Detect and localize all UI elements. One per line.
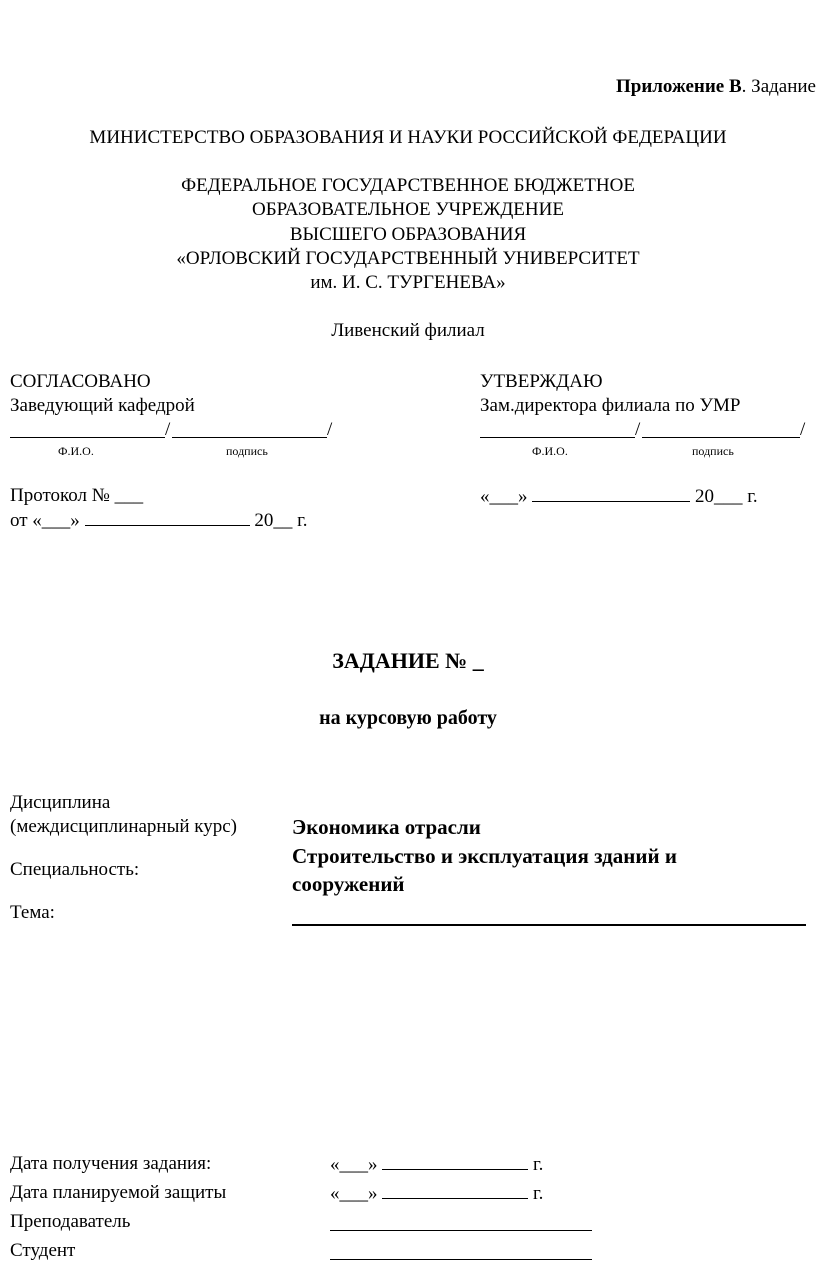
defense-date-line[interactable] — [382, 1182, 528, 1199]
specialty-value-line-1: Строительство и эксплуатация зданий и — [292, 844, 677, 868]
approval-left-date — [10, 509, 307, 533]
approval-left-fio-line[interactable] — [10, 422, 165, 438]
received-date-label: Дата получения задания: — [10, 1153, 212, 1174]
teacher-label: Преподаватель — [10, 1211, 131, 1232]
approval-left-slash-end: / — [327, 419, 333, 440]
approval-right-date-year: 20___ г. — [690, 486, 758, 507]
appendix-rest: . Задание — [741, 76, 816, 97]
approval-left-protocol: Протокол № ___ — [10, 485, 144, 506]
discipline-value: Экономика отрасли — [292, 815, 481, 839]
approval-right-date-line[interactable] — [532, 485, 690, 502]
institution-line-3: ВЫСШЕГО ОБРАЗОВАНИЯ — [289, 224, 527, 245]
defense-date-suffix: г. — [528, 1183, 544, 1204]
approval-left-date-line[interactable] — [85, 509, 250, 526]
student-line[interactable] — [330, 1243, 592, 1260]
approval-left-heading: СОГЛАСОВАНО — [10, 371, 151, 392]
institution-line-1: ФЕДЕРАЛЬНОЕ ГОСУДАРСТВЕННОЕ БЮДЖЕТНОЕ — [181, 175, 635, 196]
approval-right-heading: УТВЕРЖДАЮ — [480, 371, 603, 392]
approval-right-sign-line[interactable] — [642, 422, 800, 438]
defense-date-prefix: «___» — [330, 1183, 383, 1204]
received-date-prefix: «___» — [330, 1154, 383, 1175]
student-label: Студент — [10, 1240, 76, 1261]
discipline-label-1: Дисциплина — [10, 792, 111, 813]
institution-line-4: «ОРЛОВСКИЙ ГОСУДАРСТВЕННЫЙ УНИВЕРСИТЕТ — [176, 248, 640, 269]
topic-line[interactable] — [292, 904, 806, 926]
appendix-heading — [616, 76, 816, 99]
teacher-line[interactable] — [330, 1214, 592, 1231]
approval-right-slash-end: / — [800, 419, 806, 440]
approval-right-sign-caption: подпись — [692, 444, 734, 458]
appendix-label: Приложение В — [615, 76, 742, 97]
approval-left-date-prefix: от «___» — [10, 510, 85, 531]
approval-right-date-prefix: «___» — [480, 486, 533, 507]
defense-date-label: Дата планируемой защиты — [10, 1182, 227, 1203]
task-title: ЗАДАНИЕ № _ — [332, 648, 484, 673]
discipline-label-2: (междисциплинарный курс) — [10, 816, 238, 837]
approval-left-sign-line[interactable] — [172, 422, 327, 438]
approval-left-fio-caption: Ф.И.О. — [58, 444, 94, 458]
approval-left-date-year: 20__ г. — [249, 510, 308, 531]
approval-right-date — [480, 485, 758, 509]
approval-left-slash: / — [165, 419, 171, 440]
approval-left-position: Заведующий кафедрой — [10, 395, 195, 416]
received-date-line[interactable] — [382, 1153, 528, 1170]
approval-right-fio-line[interactable] — [480, 422, 635, 438]
approval-right-position: Зам.директора филиала по УМР — [480, 395, 741, 416]
defense-date-value — [330, 1182, 543, 1206]
specialty-label: Специальность: — [10, 859, 140, 880]
topic-label: Тема: — [10, 902, 55, 923]
received-date-suffix: г. — [528, 1154, 544, 1175]
institution-line-2: ОБРАЗОВАТЕЛЬНОЕ УЧРЕЖДЕНИЕ — [252, 199, 564, 220]
received-date-value — [330, 1153, 543, 1177]
ministry-name: МИНИСТЕРСТВО ОБРАЗОВАНИЯ И НАУКИ РОССИЙСКОЙ ФЕДЕРАЦИИ — [89, 127, 727, 148]
task-subtitle: на курсовую работу — [319, 707, 497, 729]
approval-right-fio-caption: Ф.И.О. — [532, 444, 568, 458]
branch-name: Ливенский филиал — [331, 320, 485, 341]
approval-left-sign-caption: подпись — [226, 444, 268, 458]
approval-right-slash: / — [635, 419, 641, 440]
specialty-value-line-2: сооружений — [292, 872, 405, 896]
institution-line-5: им. И. С. ТУРГЕНЕВА» — [310, 272, 506, 293]
